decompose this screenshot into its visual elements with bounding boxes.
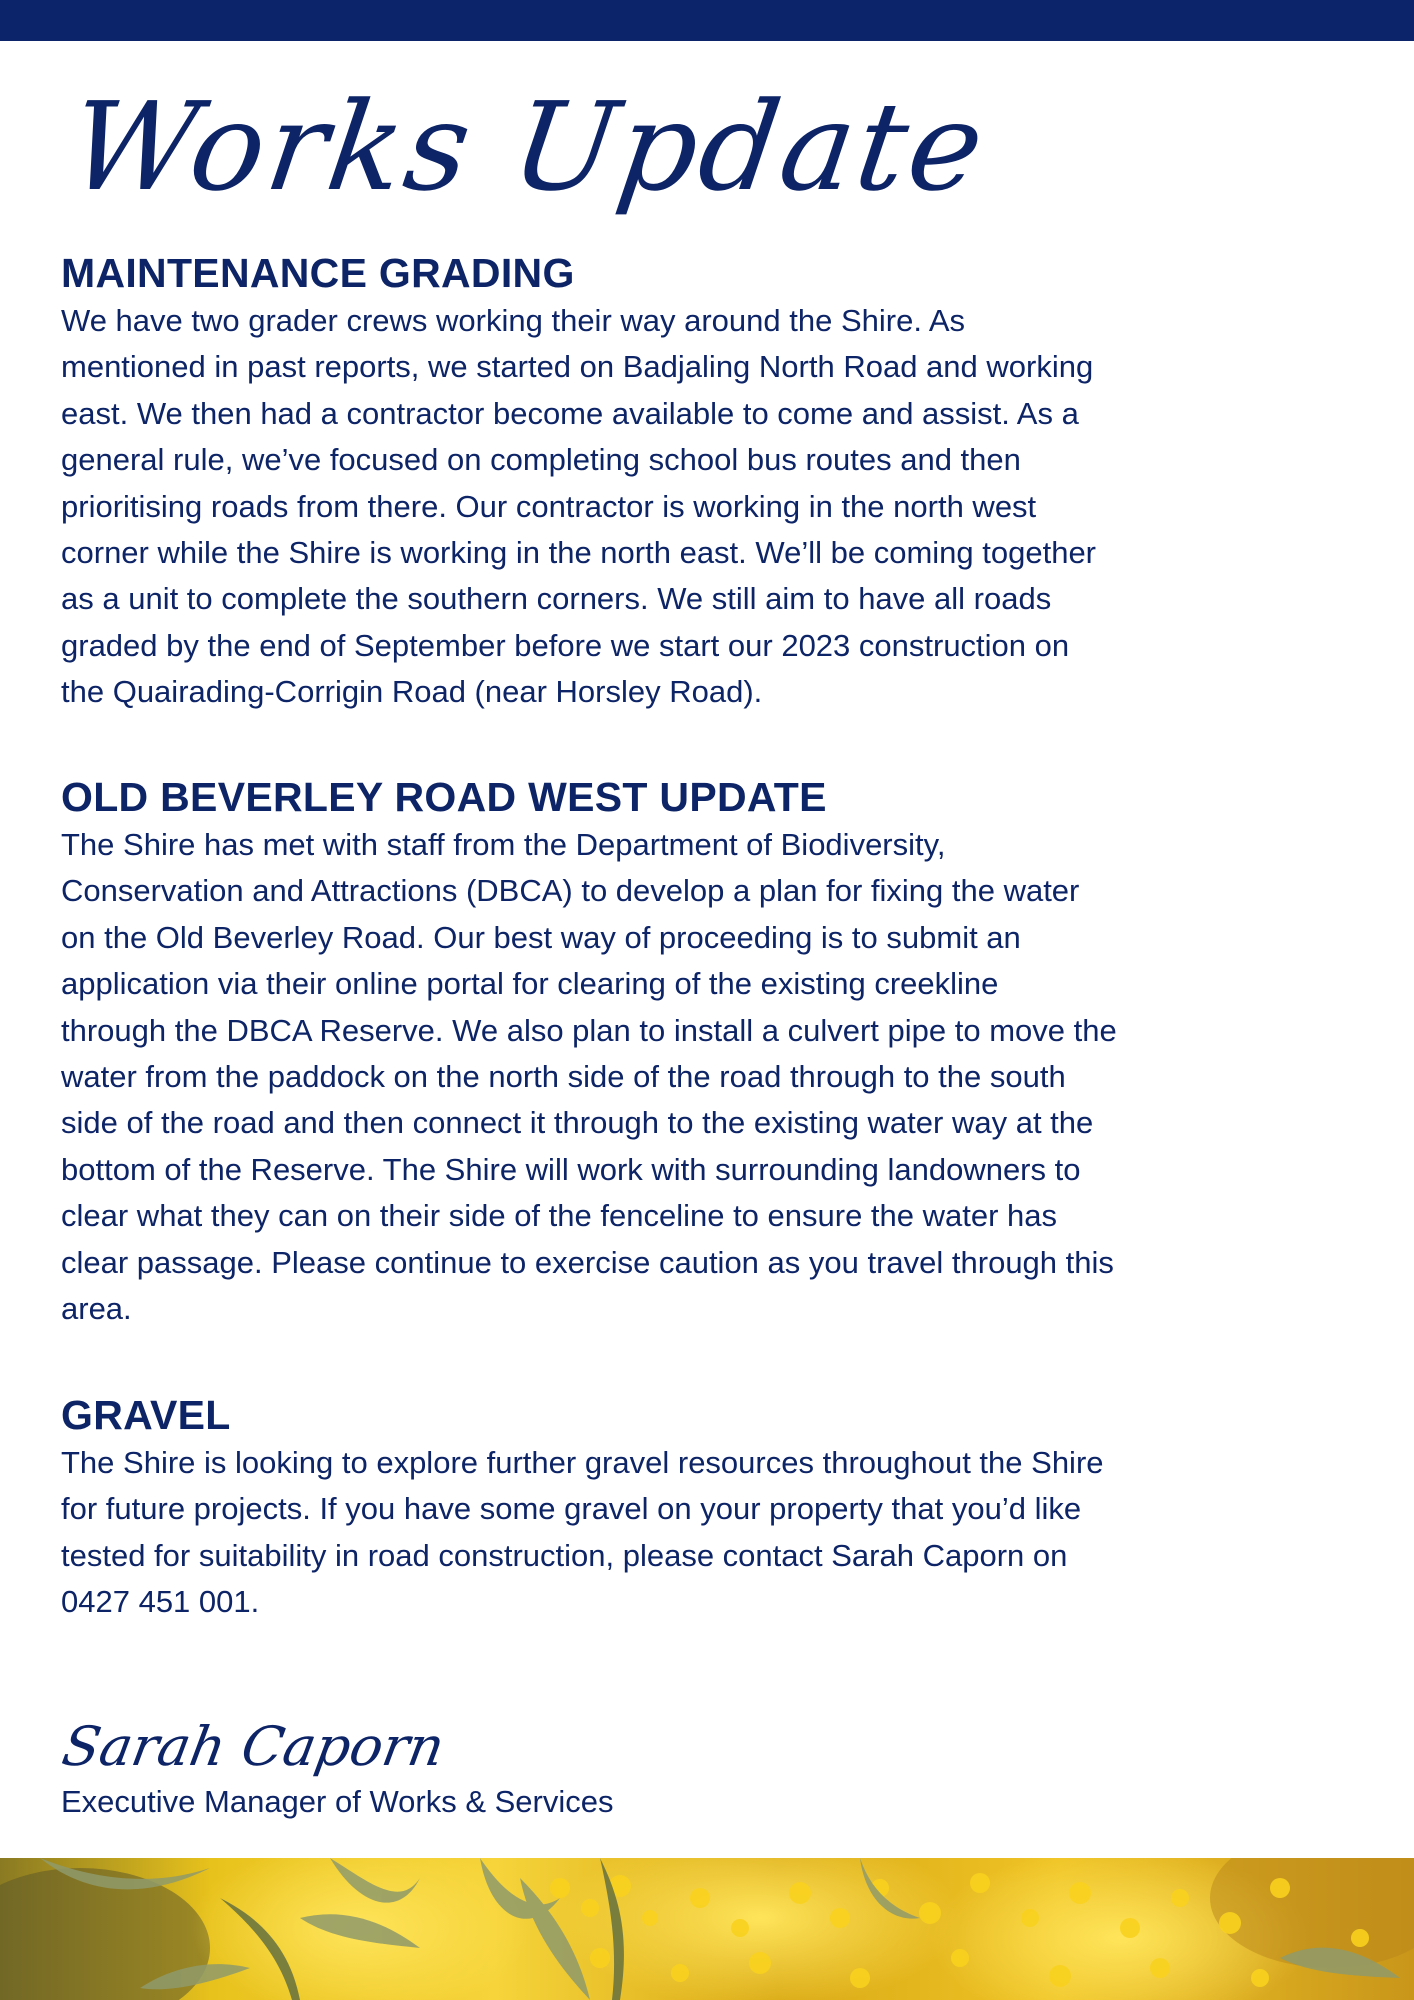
- section-old-beverley-road: [61, 772, 1361, 1332]
- section-heading: MAINTENANCE GRADING: [61, 250, 575, 296]
- section-body: The Shire has met with staff from the Department of Biodiversity, Conservation and Attractions (DBCA) to develop a plan for fixing the water on the Old Beverley Road. Our best way of proceeding is to submit an application via their online portal for clearing of the existing creekline through the DBCA Reserve. We also plan to install a culvert pipe to move the water from the paddock on the north side of the road through to the south side of the road and then connect it through to the existing water way at the bottom of the Reserve. The Shire will work with surrounding landowners to clear what they can on their side of the fenceline to ensure the water has clear passage. Please continue to exercise caution as you travel through this area.: [61, 827, 1117, 1327]
- section-heading: OLD BEVERLEY ROAD WEST UPDATE: [61, 774, 827, 820]
- page-title: Works Update: [61, 76, 995, 218]
- section-heading: GRAVEL: [61, 1392, 231, 1438]
- wattle-photo-strip: [0, 1858, 1414, 2000]
- section-body: We have two grader crews working their way around the Shire. As mentioned in past reports, we started on Badjaling North Road and working east. We then had a contractor become available to come and assist. As a general rule, we’ve focused on completing school bus routes and then prioritising roads from there. Our contractor is working in the north west corner while the Shire is working in the north east. We’ll be coming together as a unit to complete the southern corners. We still aim to have all roads graded by the end of September before we start our 2023 construction on the Quairading-Corrigin Road (near Horsley Road).: [61, 303, 1097, 710]
- signature: Sarah Caporn: [57, 1715, 450, 1778]
- signatory-role: Executive Manager of Works & Services: [61, 1784, 614, 1819]
- top-banner-bar: [0, 0, 1414, 41]
- section-body: The Shire is looking to explore further gravel resources throughout the Shire for future projects. If you have some gravel on your property that you’d like tested for suitability in road construction, please contact Sarah Caporn on 0427 451 001.: [61, 1445, 1104, 1620]
- section-gravel: [61, 1390, 1361, 1626]
- wattle-flowers-image: [0, 1858, 1414, 2000]
- section-maintenance-grading: [61, 248, 1361, 716]
